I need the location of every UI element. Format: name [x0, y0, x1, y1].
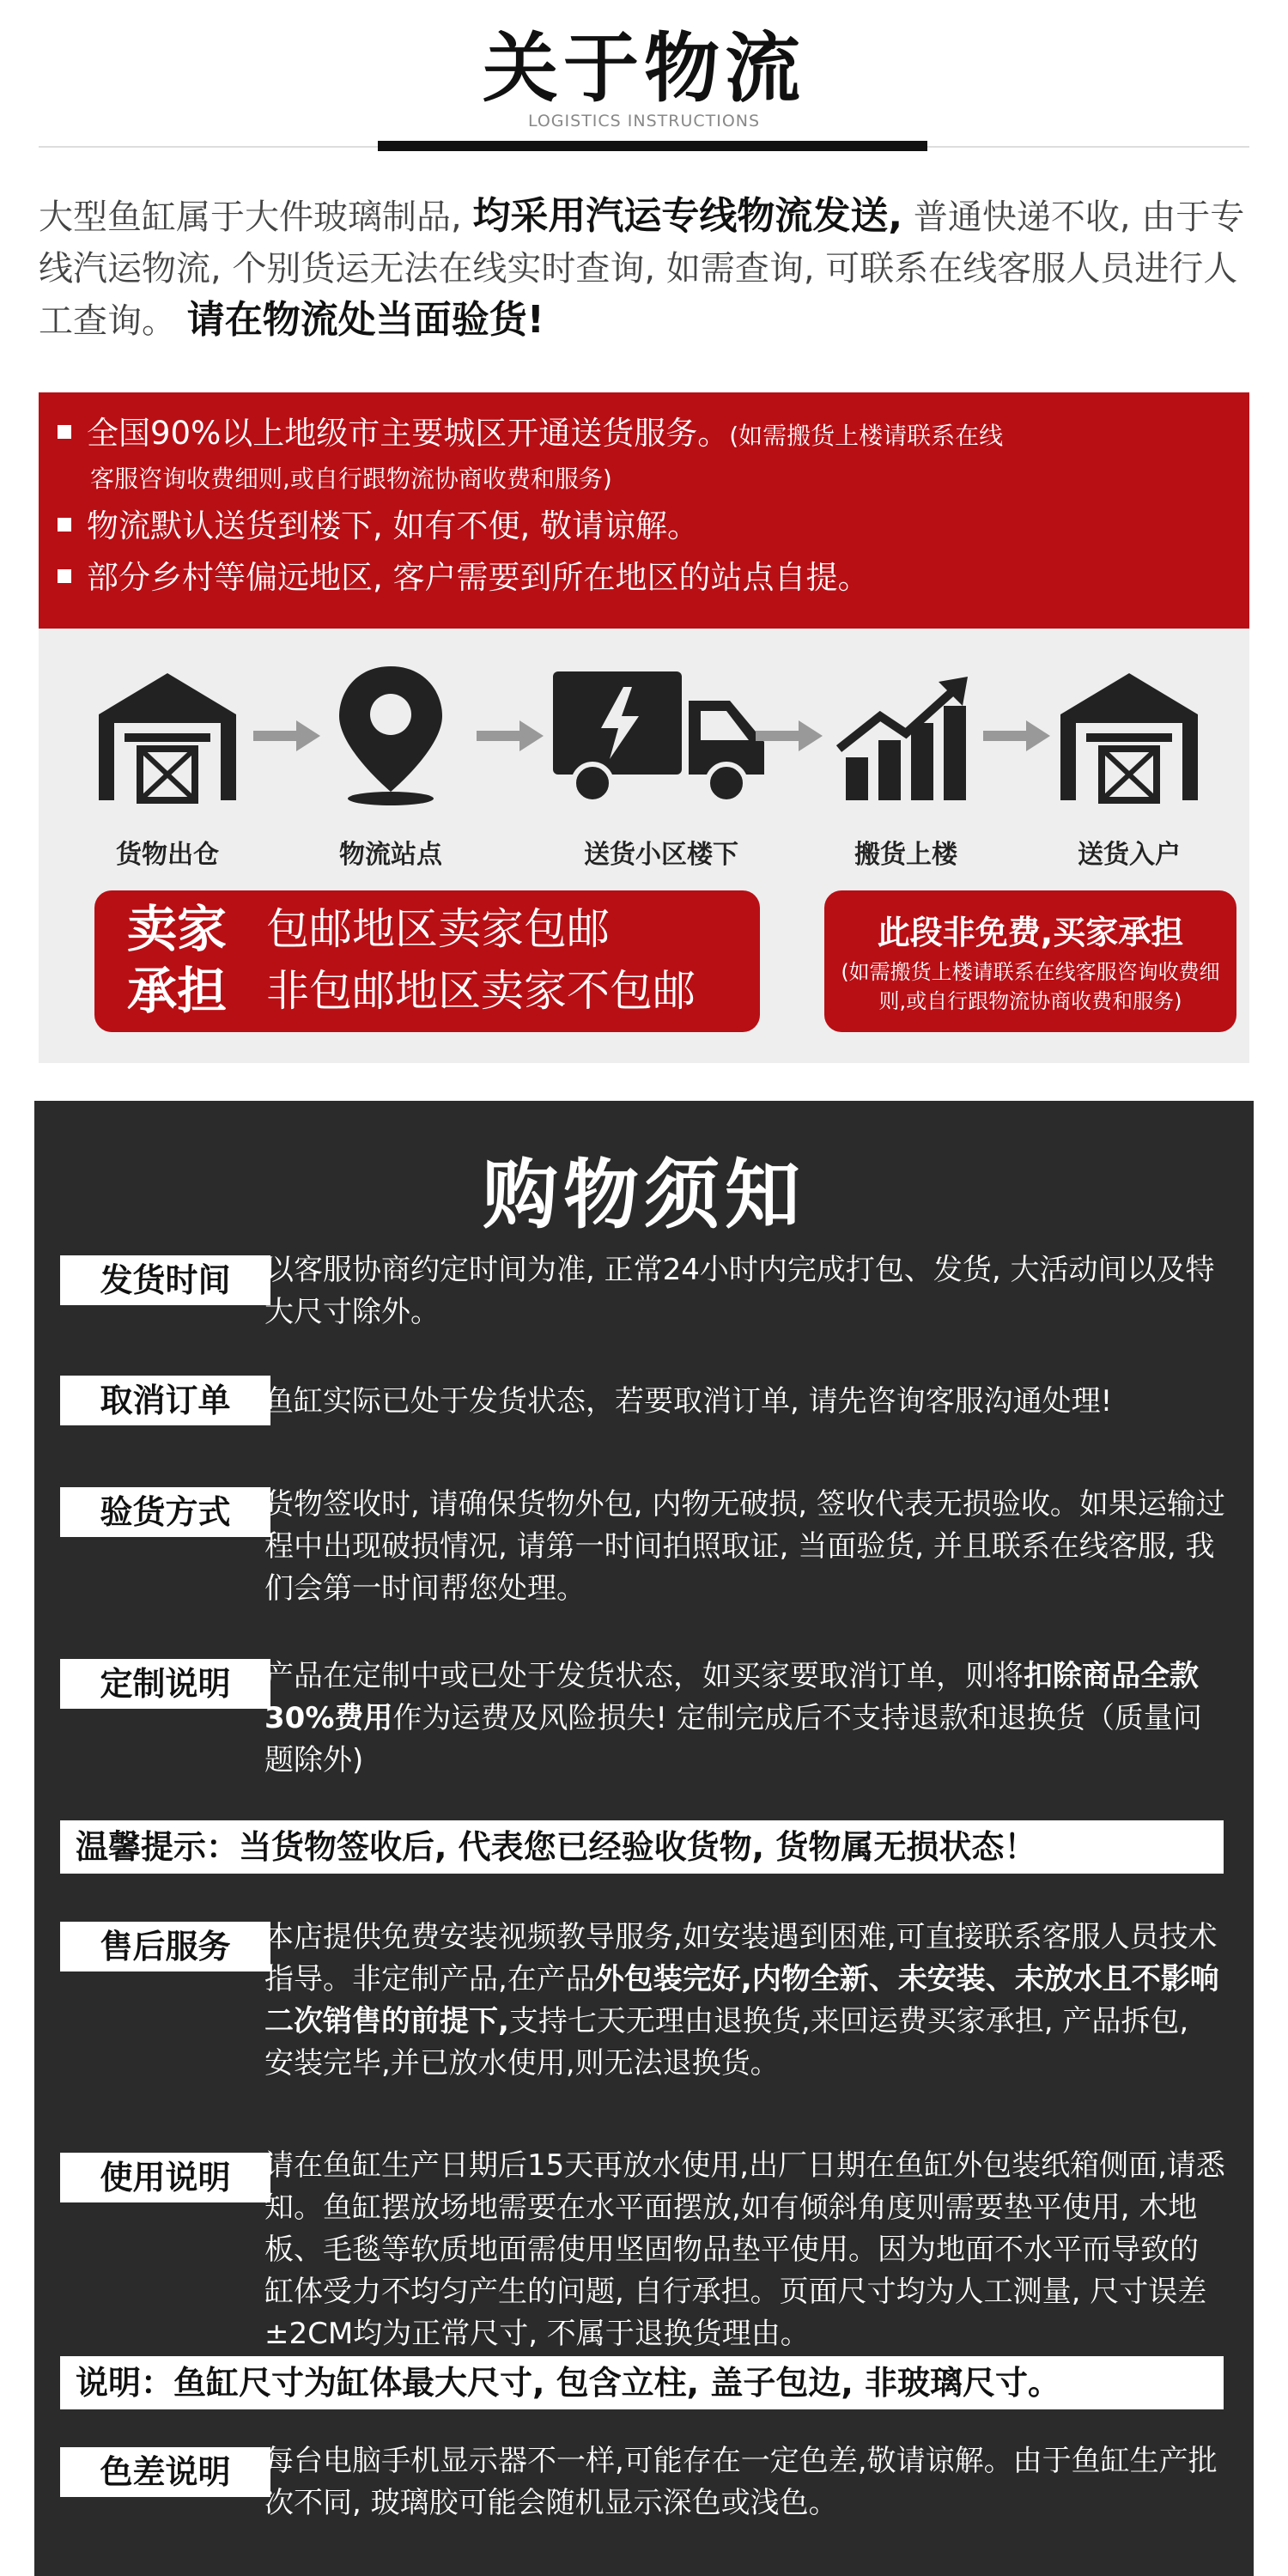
custom-text-part: 作为运费及风险损失! 定制完成后不支持退款和退换货（质量问题除外) — [264, 1701, 1202, 1777]
logistics-title: 关于物流 — [482, 24, 805, 112]
flow-step-station — [288, 663, 494, 871]
label-shipping-time: 发货时间 — [60, 1255, 270, 1305]
label-cancel-order: 取消订单 — [60, 1376, 270, 1425]
notice-text: 部分乡村等偏远地区, 客户需要到所在地区的站点自提。 — [87, 559, 870, 596]
usage-text: 请在鱼缸生产日期后15天再放水使用,出厂日期在鱼缸外包装纸箱侧面,请悉知。鱼缸摆放场地需要在水平面摆放,如有倾斜角度则需要垫平使用, 木地板、毛毯等软质地面需使用坚固物品垫平使用。因为地面不水平而导致的缸体受力不均匀产生的问题, 自行承担。页面尺寸均为人工测量, 尺寸误差±2CM均为正常尺寸, 不属于退换货理由。 — [264, 2148, 1225, 2351]
flow-step-label: 货物出仓 — [116, 840, 219, 870]
intro-highlight-1: 均采用汽运专线物流发送, — [472, 194, 903, 238]
intro-text-2: 普通快递不收, 由于专线汽运物流, 个别货运无法在线实时查询, 如需查询, 可联系在线客服人员进行人工查询。 — [39, 197, 1245, 341]
shopping-notice-panel — [34, 1101, 1254, 2576]
delivery-truck-icon — [550, 663, 773, 809]
buyer-heading: 此段非免费,买家承担 — [877, 914, 1184, 951]
flow-step-truck — [537, 663, 786, 871]
notice-text: 全国90%以上地级市主要城区开通送货服务。 — [87, 415, 730, 452]
bullet-square-icon — [58, 569, 71, 583]
custom-text-part: 产品在定制中或已处于发货状态，如买家要取消订单，则将 — [264, 1659, 1024, 1693]
label-after-sales: 售后服务 — [60, 1922, 270, 1971]
after-sales-text-highlight: 外包装完好,内物全新、未安装、未放水且不影响二次销售的前提下, — [264, 1962, 1219, 2038]
bullet-square-icon — [58, 425, 71, 439]
seller-line: 包邮地区卖家包邮 — [266, 904, 610, 954]
label-usage: 使用说明 — [60, 2153, 270, 2202]
notice-item — [58, 504, 1234, 549]
flow-step-warehouse-out — [64, 663, 270, 871]
notice-note: (如需搬货上楼请联系在线 — [729, 422, 1004, 450]
flow-step-label: 送货小区楼下 — [584, 840, 738, 870]
warehouse-icon — [1052, 663, 1206, 809]
flow-step-label: 搬货上楼 — [854, 840, 957, 870]
color-diff-text: 每台电脑手机显示器不一样,可能存在一定色差,敬请谅解。由于鱼缸生产批次不同, 玻璃胶可能会随机显示深色或浅色。 — [264, 2444, 1218, 2520]
location-pin-icon — [313, 663, 468, 809]
arrow-right-icon — [477, 719, 545, 753]
size-note-banner: 说明：鱼缸尺寸为缸体最大尺寸, 包含立柱, 盖子包边, 非玻璃尺寸。 — [60, 2356, 1224, 2409]
seller-line: 非包邮地区卖家不包邮 — [266, 966, 696, 1016]
label-custom: 定制说明 — [60, 1659, 270, 1709]
logistics-subtitle: LOGISTICS INSTRUCTIONS — [527, 112, 761, 131]
seller-heading: 卖家 — [127, 900, 228, 958]
custom-text-highlight: 扣除商品全款30%费用 — [264, 1659, 1199, 1735]
cancel-order-text: 鱼缸实际已处于发货状态，若要取消订单, 请先咨询客服沟通处理! — [264, 1384, 1113, 1419]
label-color-diff: 色差说明 — [60, 2447, 270, 2497]
flow-step-label: 物流站点 — [339, 840, 442, 870]
notice-item — [58, 556, 1234, 600]
seller-heading: 承担 — [127, 962, 228, 1020]
delivery-flow-panel — [39, 629, 1249, 1063]
logistics-intro — [39, 191, 1258, 347]
label-inspection: 验货方式 — [60, 1487, 270, 1537]
delivery-notice-panel — [39, 392, 1249, 629]
warehouse-icon — [90, 663, 245, 809]
intro-highlight-2: 请在物流处当面验货! — [186, 298, 544, 342]
shopping-title: 购物须知 — [482, 1151, 805, 1239]
flow-step-carry-upstairs — [803, 663, 1009, 871]
seller-cost-box — [94, 890, 760, 1032]
notice-note-continued: 客服咨询收费细则,或自行跟物流协商收费和服务) — [90, 465, 612, 493]
notice-text: 物流默认送货到楼下, 如有不便, 敬请谅解。 — [87, 507, 700, 544]
flow-step-home-delivery — [1026, 663, 1232, 871]
notice-item — [58, 411, 1234, 459]
buyer-cost-box — [824, 890, 1236, 1032]
custom-text — [264, 1656, 1226, 1782]
buyer-note: (如需搬货上楼请联系在线客服咨询收费细则,或自行跟物流协商收费和服务) — [841, 960, 1220, 1013]
receipt-tip-banner: 温馨提示：当货物签收后, 代表您已经验收货物, 货物属无损状态！ — [60, 1820, 1224, 1874]
after-sales-text-part: 支持七天无理由退换货,来回运费买家承担, 产品拆包, 安装完毕,并已放水使用,则无法退换货。 — [264, 2004, 1189, 2081]
flow-step-label: 送货入户 — [1078, 840, 1181, 870]
shipping-time-text: 以客服协商约定时间为准, 正常24小时内完成打包、发货, 大活动间以及特大尺寸除外。 — [264, 1253, 1215, 1329]
title-divider-accent — [378, 141, 927, 151]
after-sales-text — [264, 1917, 1226, 2085]
intro-text-1: 大型鱼缸属于大件玻璃制品, — [39, 197, 462, 237]
inspection-text: 货物签收时, 请确保货物外包, 内物无破损, 签收代表无损验收。如果运输过程中出现破损情况, 请第一时间拍照取证, 当面验货, 并且联系在线客服, 我们会第一时间帮您处理。 — [264, 1487, 1225, 1606]
bullet-square-icon — [58, 518, 71, 532]
after-sales-text-part: 本店提供免费安装视频教导服务,如安装遇到困难,可直接联系客服人员技术指导。非定制产品,在产品 — [264, 1920, 1218, 1996]
growth-chart-icon — [829, 663, 983, 809]
